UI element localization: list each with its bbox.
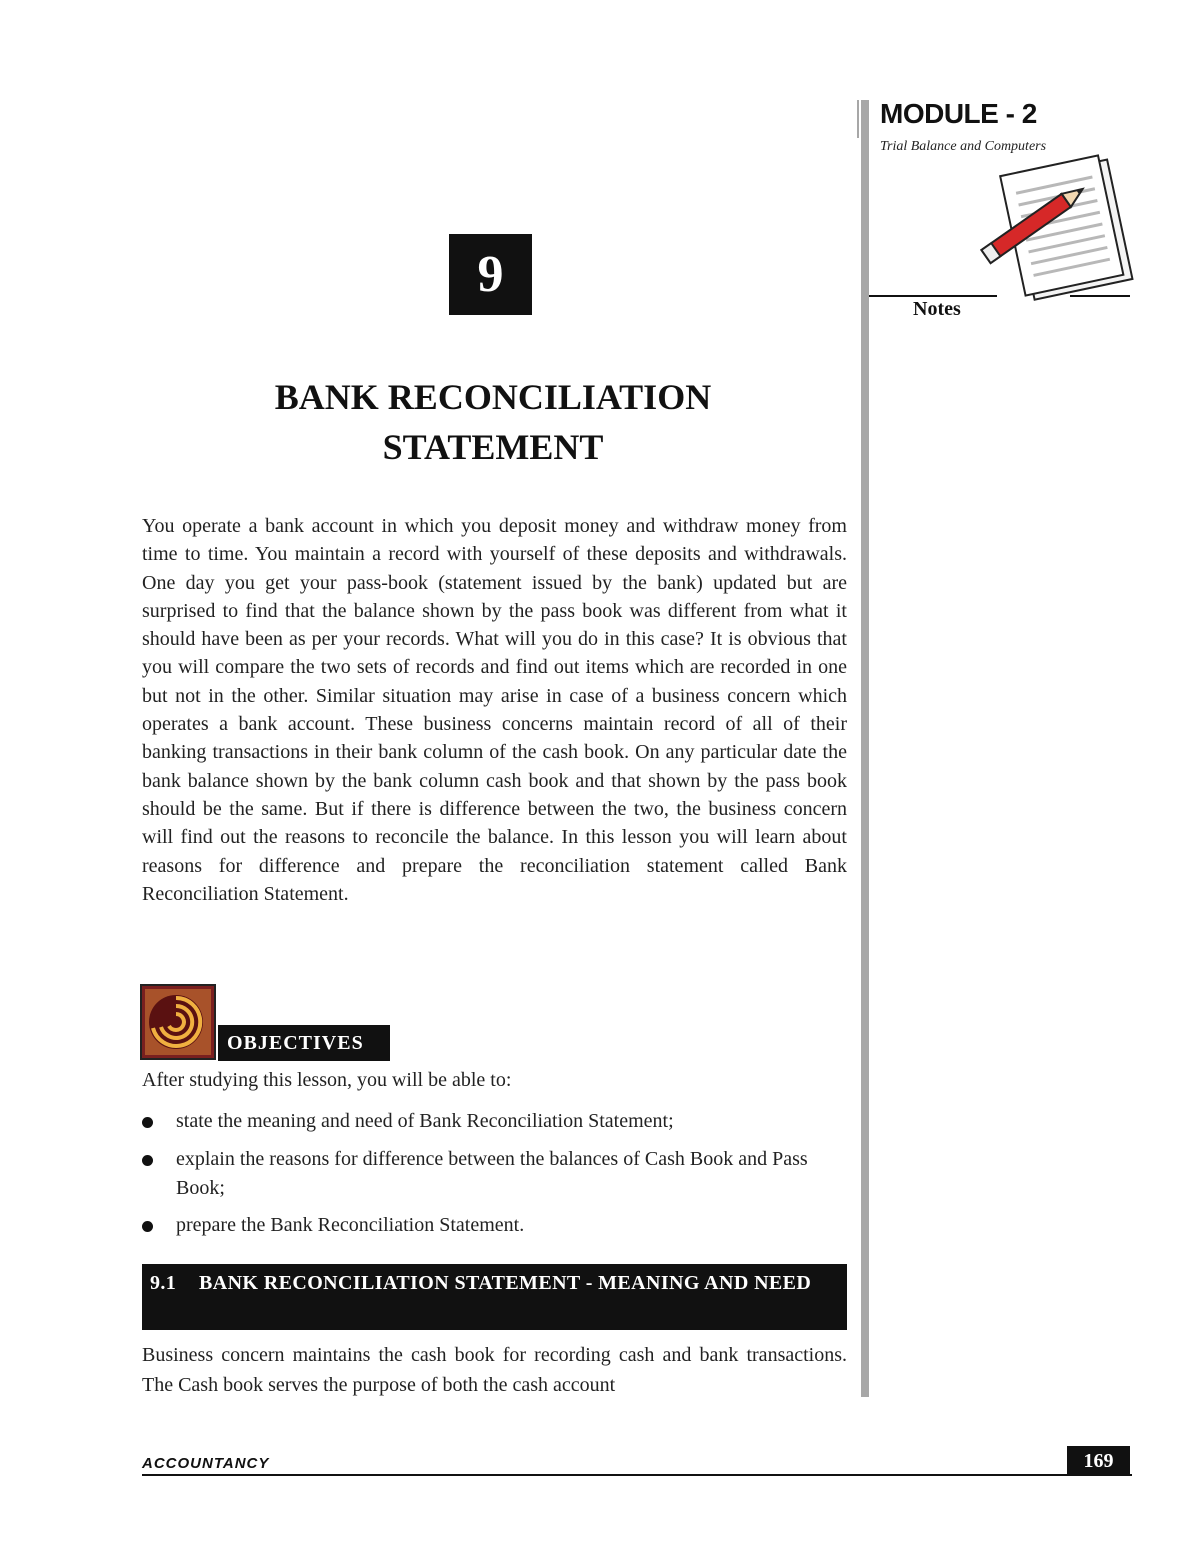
bullet-icon	[142, 1221, 153, 1232]
objective-text: state the meaning and need of Bank Reconciliation Statement;	[176, 1110, 674, 1132]
section-title: BANK RECONCILIATION STATEMENT - MEANING AND NEED	[199, 1272, 812, 1294]
section-number: 9.1	[150, 1272, 177, 1294]
notes-rule-left	[869, 295, 997, 297]
margin-rule-accent	[857, 100, 859, 138]
objectives-label: OBJECTIVES	[218, 1025, 390, 1061]
section-paragraph: Business concern maintains the cash book for recording cash and bank transactions. The Cash book serves the purpose of both the cash account	[142, 1344, 847, 1396]
chapter-number: 9	[449, 234, 532, 315]
objective-text: explain the reasons for difference between the balances of Cash Book and Pass Book;	[176, 1148, 808, 1199]
footer-rule	[142, 1474, 1132, 1476]
list-item	[142, 1107, 847, 1136]
chapter-title-line1: BANK RECONCILIATION	[274, 377, 712, 417]
chapter-title	[142, 372, 844, 472]
module-subtitle: Trial Balance and Computers	[880, 139, 1047, 154]
bullet-icon	[142, 1155, 153, 1166]
notes-pencil-icon	[975, 152, 1140, 312]
notes-label: Notes	[913, 298, 961, 320]
module-title: MODULE - 2	[880, 98, 1037, 129]
intro-paragraph: You operate a bank account in which you deposit money and withdraw money from time to time. You maintain a record with yourself of these deposits and withdrawals. One day you get your pass-book (statement issued by the bank) updated but are surprised to find that the balance shown by the pass book was different from what it should have been as per your records. What will you do in this case? It is obvious that you will compare the two sets of records and find out items which are recorded in one but not in the other. Similar situation may arise in case of a business concern which operates a bank account. These business concerns maintain record of all of their banking transactions in their bank column of the cash book. On any particular date the bank balance shown by the bank column cash book and that shown by the pass book should be the same. But if there is difference between the two, the business concern will find out the reasons to reconcile the balance. In this lesson you will learn about reasons for difference and prepare the reconciliation statement called Bank Reconciliation Statement.	[142, 515, 847, 905]
list-item	[142, 1211, 847, 1240]
objectives-intro: After studying this lesson, you will be able to:	[142, 1069, 512, 1091]
section-heading	[142, 1264, 847, 1330]
objectives-icon	[140, 984, 216, 1060]
objective-text: prepare the Bank Reconciliation Statement.	[176, 1214, 525, 1236]
footer-label: ACCOUNTANCY	[142, 1455, 270, 1472]
bullet-icon	[142, 1117, 153, 1128]
notes-rule-right	[1070, 295, 1130, 297]
chapter-title-line2: STATEMENT	[382, 427, 604, 467]
margin-rule	[861, 100, 869, 1397]
page-number: 169	[1067, 1446, 1130, 1476]
list-item	[142, 1145, 847, 1203]
